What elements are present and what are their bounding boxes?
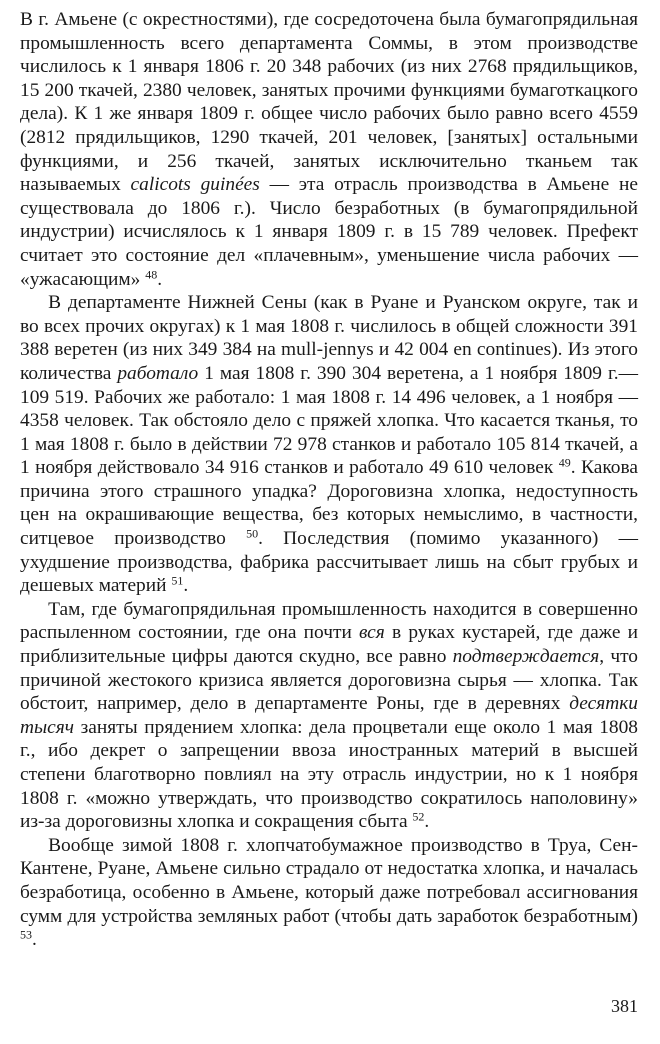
text-run: заняты прядением хлопка: дела процветали еще около 1 мая 1808 г., ибо декрет о запрещении ввоза иностранных материй в высшей степени благотворно повлиял на эту отрасль индустрии, но к 1 ноября 1808 г. «можно утверждать, что производство сократилось наполовину» из-за дороговизны хлопка и сокращения сбыта — [20, 716, 638, 833]
paragraph — [20, 8, 638, 291]
italic-text: вся — [359, 622, 385, 644]
page-number: 381 — [611, 996, 638, 1016]
text-run: В департаменте Нижней Сены (как в Руане и Руанском округе, так и во всех прочих округах) к 1 мая 1808 г. числилось в общей сложности 391 388 веретен (из них 349 384 на mull-jennys и 42 004 en continues). Из этого количества — [20, 292, 638, 384]
text-run: . — [157, 268, 163, 290]
text-run: 1 мая 1808 г. 390 304 веретена, а 1 ноября 1809 г.— 109 519. Рабочих же работало: 1 мая 1808 г. 14 496 человек, а 1 ноября — 4358 человек. Так обстояло дело с пряжей хлопка. Что касается тканья, то 1 мая 1808 г. было в действии 72 978 станков и работало 105 814 ткачей, а 1 ноября действовало 34 916 станков и работало 49 610 человек — [20, 362, 638, 479]
text-run: Там, где бумагопрядильная промышленность находится в совершенно распыленном состоянии, где она почти — [20, 598, 638, 644]
footnote-ref: 49 — [558, 455, 571, 470]
text-run: Вообще зимой 1808 г. хлопчатобумажное производство в Труа, Сен-Кантене, Руане, Амьене сильно страдало от недостатка хлопка, и началась безработица, особенно в Амьене, который даже потребовал ассигнования сумм для устройства земляных работ (чтобы дать заработок безработным) — [20, 834, 638, 927]
footnote-ref: 53 — [20, 927, 33, 942]
footnote-ref: 52 — [412, 809, 425, 824]
text-run: в руках кустарей, где даже и приблизительные цифры даются скудно, все равно — [20, 622, 638, 668]
text-run: , что причиной жестокого кризиса является дороговизна сырья — хлопка. Так обстоит, например, дело в департаменте Роны, где в деревнях — [20, 646, 638, 715]
italic-text: десятки тысяч — [20, 693, 638, 738]
text-run: — эта отрасль производства в Амьене не существовала до 1806 г.). Число безработных (в бумагопрядильной индустрии) исчислялось к 1 января 1809 г. в 15 789 человек. Префект считает это состояние дел «плачевным», уменьшение числа рабочих — «ужасающим» — [20, 174, 638, 290]
footnote-ref: 48 — [145, 266, 158, 281]
footnote-ref: 51 — [171, 573, 184, 588]
text-run: . Какова причина этого страшного упадка? Дороговизна хлопка, недоступность цен на окрашивающие вещества, без которых немыслимо, в частности, ситцевое производство — [20, 457, 638, 550]
paragraph — [20, 291, 638, 598]
italic-text: calicots guinées — [130, 174, 260, 196]
italic-text: работало — [117, 362, 199, 384]
page-body — [20, 8, 638, 952]
italic-text: подтверждается — [452, 646, 600, 668]
paragraph — [20, 598, 638, 834]
text-run: . — [183, 575, 189, 597]
text-run: В г. Амьене (с окрестностями), где сосредоточена была бумагопрядильная промышленность всего департамента Соммы, в этом производстве числилось к 1 января 1806 г. 20 348 рабочих (из них 2768 прядильщиков, 15 200 ткачей, 2380 человек, занятых прочими функциями бумаготкацкого дела). К 1 же января 1809 г. общее число рабочих было равно всего 4559 (2812 прядильщиков, 1290 ткачей, 201 человек, [занятых] остальными функциями, и 256 ткачей, занятых исключительно тканьем так называемых — [20, 9, 638, 196]
text-run: . — [424, 811, 430, 833]
paragraph — [20, 834, 638, 952]
footnote-ref: 50 — [246, 526, 259, 541]
text-run: . Последствия (помимо указанного) — ухудшение производства, фабрика рассчитывает лишь на сбыт грубых и дешевых материй — [20, 528, 639, 597]
text-run: . — [32, 929, 37, 951]
